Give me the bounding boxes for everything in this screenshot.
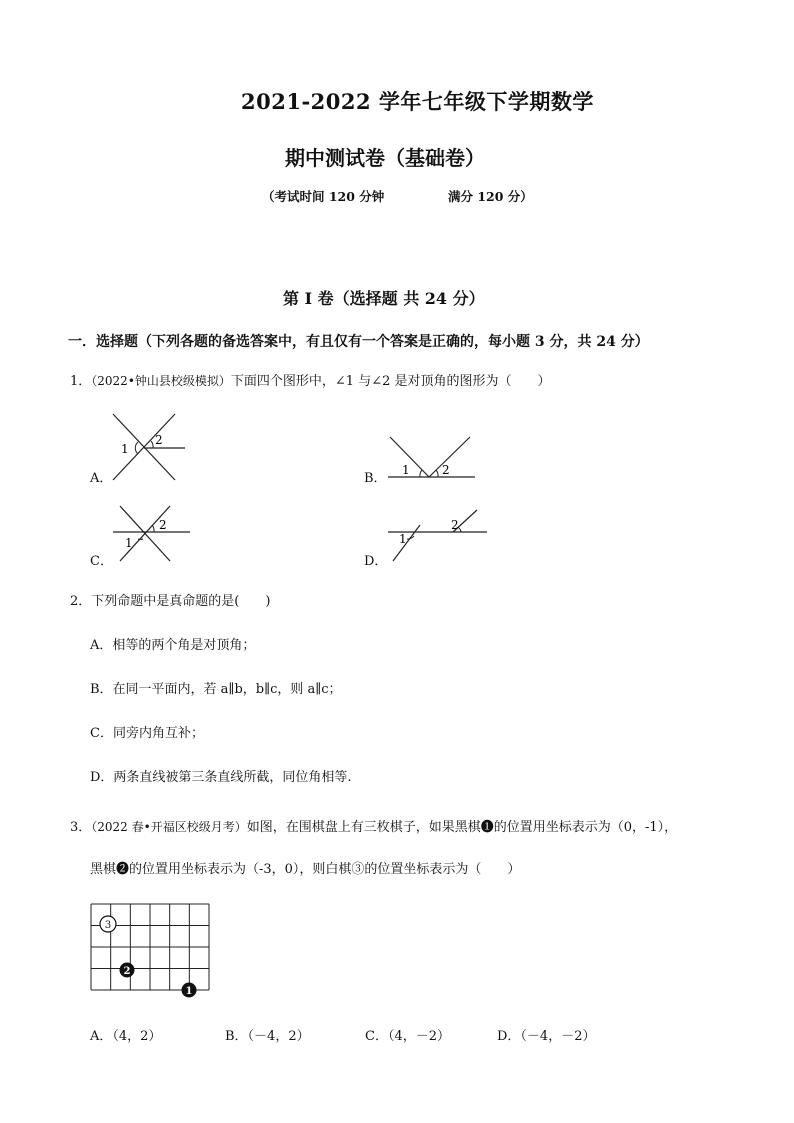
question-number: 2． [70, 594, 92, 609]
stone-1 [182, 983, 197, 998]
stone-label: 1 [185, 986, 193, 997]
stone-label: 3 [104, 920, 112, 931]
angle-arc [420, 470, 422, 477]
angle-1-label: 1 [121, 442, 129, 456]
exam-score-info: 满分 120 分） [448, 189, 533, 204]
question-number: 1． [70, 374, 92, 389]
q1-option-b-label: B． [364, 471, 387, 486]
q1-option-c-figure [110, 503, 195, 565]
q3-option-c: C．（4，－2） [365, 1029, 450, 1044]
exam-subtitle: 期中测试卷（基础卷） [285, 146, 485, 170]
q1-option-b-figure [380, 432, 480, 482]
angle-1-label: 1 [399, 532, 407, 546]
question-3 [70, 816, 677, 835]
part-heading: 一．选择题（下列各题的备选答案中，有且仅有一个答案是正确的，每小题 3 分，共 24 分） [68, 334, 649, 350]
question-2 [70, 590, 270, 609]
q1-option-a-label: A． [90, 471, 113, 486]
angle-2-label: 2 [155, 433, 163, 447]
question-source: （2022•钟山县校级模拟） [91, 374, 231, 388]
q2-option-d: D．两条直线被第三条直线所截，同位角相等. [90, 770, 352, 785]
q3-option-d: D．（－4，－2） [497, 1029, 596, 1044]
angle-arc [436, 470, 438, 477]
angle-2-label: 2 [451, 518, 459, 532]
angle-1-label: 1 [402, 463, 410, 477]
question-text: 下列命题中是真命题的是( ) [91, 594, 271, 609]
q1-option-c-label: C． [90, 554, 113, 569]
go-board [90, 902, 214, 999]
q3-option-a: A．（4，2） [90, 1029, 162, 1044]
q1-option-d-figure [385, 505, 490, 565]
q1-option-d-label: D． [364, 554, 388, 569]
angle-2-label: 2 [442, 463, 450, 477]
q3-option-b: B．（－4，2） [225, 1029, 310, 1044]
angle-arc [135, 442, 138, 454]
stone-2 [120, 963, 135, 978]
angle-arc [152, 525, 154, 532]
question-number: 3． [70, 820, 92, 835]
stone-label: 2 [123, 966, 131, 977]
q2-option-c: C．同旁内角互补； [90, 726, 204, 741]
stone-3 [100, 916, 116, 932]
question-source: （2022 春•开福区校级月考） [91, 820, 247, 834]
question-text: 下面四个图形中，∠1 与∠2 是对顶角的图形为（ ） [230, 374, 551, 389]
question-1 [70, 370, 551, 389]
angle-2-label: 2 [159, 518, 167, 532]
q2-option-a: A．相等的两个角是对顶角； [90, 638, 256, 653]
exam-time-info: （考试时间 120 分钟 [262, 189, 385, 204]
angle-1-label: 1 [125, 536, 133, 550]
exam-title: 2021-2022 学年七年级下学期数学 [241, 89, 594, 114]
question-3-line2: 黑棋❷的位置用坐标表示为（-3，0），则白棋③的位置坐标表示为（ ） [90, 862, 521, 877]
question-text-line1: 如图，在围棋盘上有三枚棋子，如果黑棋❶的位置用坐标表示为（0，-1）， [246, 820, 678, 835]
angle-arc [151, 441, 153, 448]
q1-option-a-figure [105, 412, 195, 484]
section-title: 第 I 卷（选择题 共 24 分） [283, 289, 485, 308]
q2-option-b: B．在同一平面内，若 a∥b，b∥c，则 a∥c； [90, 682, 342, 697]
